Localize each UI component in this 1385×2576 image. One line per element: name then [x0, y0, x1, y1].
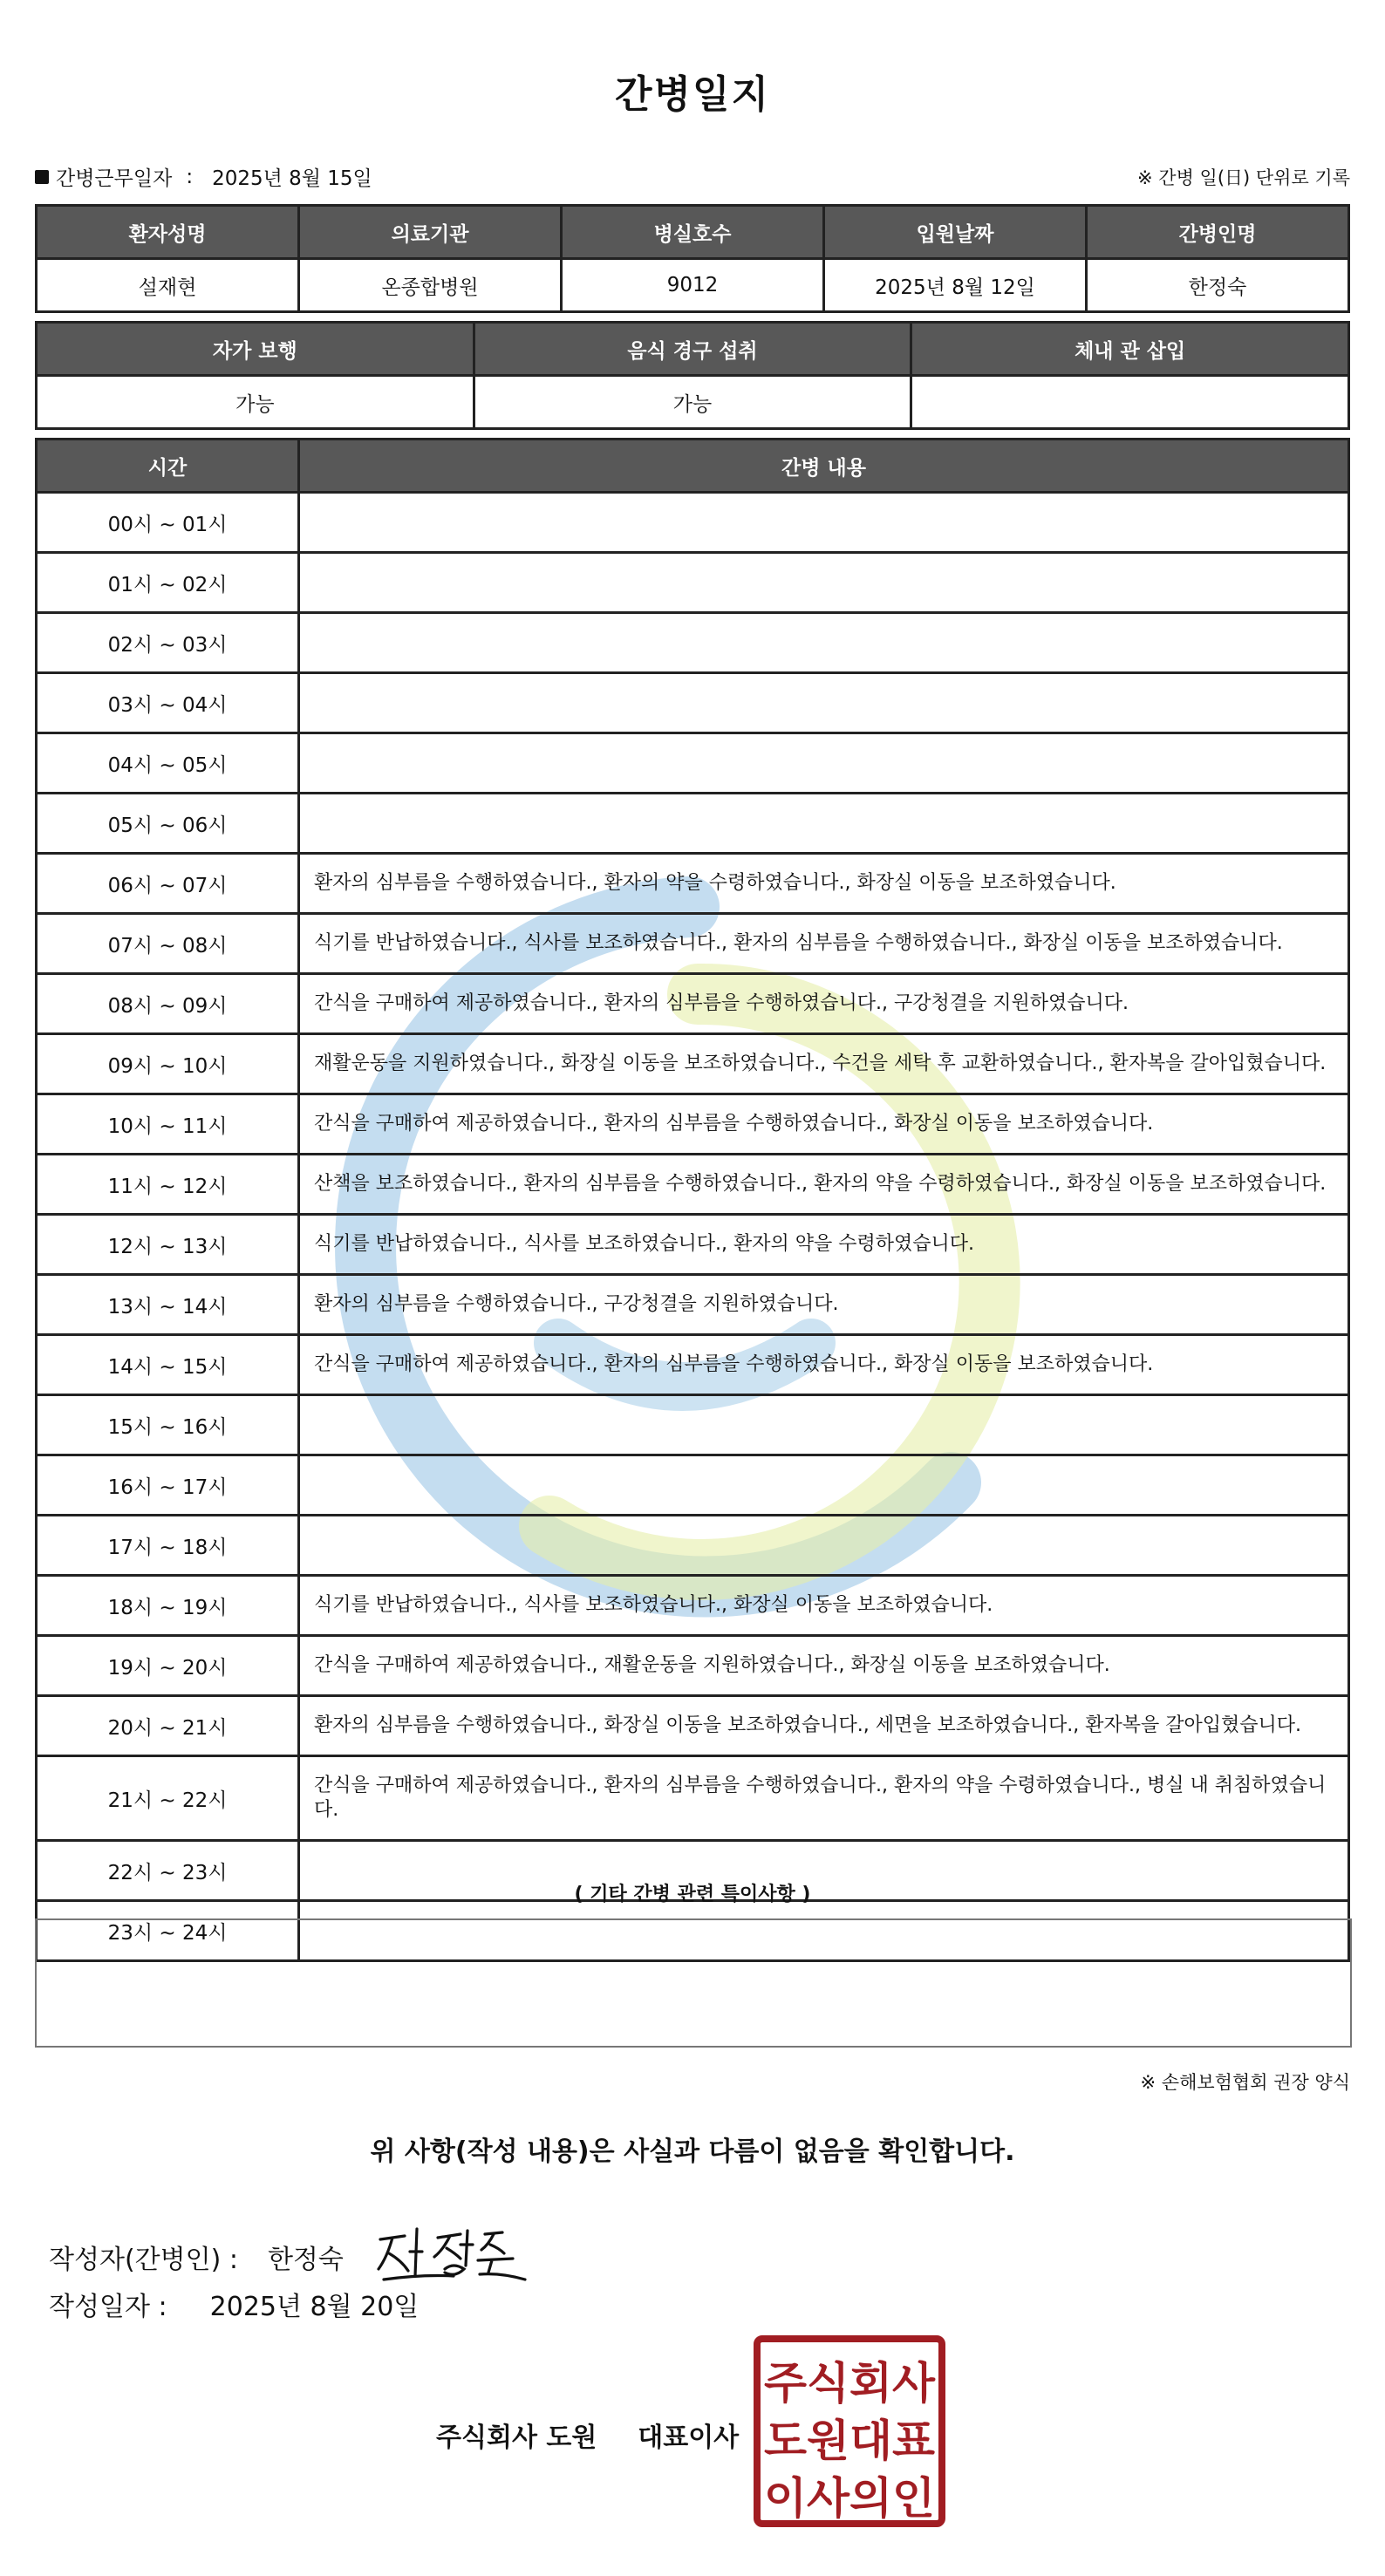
care-log-content — [299, 733, 1349, 794]
room-number: 9012 — [562, 259, 824, 312]
care-log-content: 환자의 심부름을 수행하였습니다., 구강청결을 지원하였습니다. — [299, 1275, 1349, 1335]
care-log-row — [37, 613, 1349, 673]
care-log-row — [37, 1155, 1349, 1215]
author-name: 한정숙 — [267, 2245, 344, 2275]
written-date-value: 2025년 8월 20일 — [209, 2292, 420, 2322]
company-seal-stamp — [752, 2334, 947, 2529]
header-oral-intake: 음식 경구 섭취 — [474, 323, 911, 376]
header-time: 시간 — [37, 440, 299, 493]
work-date-label: 간병근무일자 — [56, 167, 173, 190]
care-log-time: 00시 ~ 01시 — [37, 493, 299, 553]
caregiver-name: 한정숙 — [1087, 259, 1349, 312]
care-log-content: 환자의 심부름을 수행하였습니다., 환자의 약을 수령하였습니다., 화장실 이동을 보조하였습니다. — [299, 854, 1349, 914]
care-log-row — [37, 1696, 1349, 1756]
header-hospital: 의료기관 — [299, 206, 562, 259]
care-log-time: 08시 ~ 09시 — [37, 974, 299, 1034]
form-source-note: ※ 손해보험협회 권장 양식 — [1140, 2072, 1350, 2093]
self-walking-value: 가능 — [37, 376, 474, 429]
admission-date: 2025년 8월 12일 — [824, 259, 1087, 312]
seal-text-line: 도원대표 — [764, 2416, 936, 2466]
care-log-content — [299, 1455, 1349, 1516]
patient-name: 설재현 — [37, 259, 299, 312]
seal-text-line: 주식회사 — [764, 2358, 936, 2409]
care-log-row — [37, 1576, 1349, 1636]
care-log-row — [37, 1215, 1349, 1275]
care-log-content — [299, 794, 1349, 854]
header-tube-insertion: 체내 관 삽입 — [911, 323, 1349, 376]
care-log-row — [37, 1516, 1349, 1576]
hospital-name: 온종합병원 — [299, 259, 562, 312]
author-label: 작성자(간병인) : — [49, 2245, 238, 2275]
handwritten-signature — [370, 2222, 536, 2292]
care-log-row — [37, 974, 1349, 1034]
care-log-content — [299, 553, 1349, 613]
header-self-walking: 자가 보행 — [37, 323, 474, 376]
care-log-content: 산책을 보조하였습니다., 환자의 심부름을 수행하였습니다., 환자의 약을 수령하였습니다., 화장실 이동을 보조하였습니다. — [299, 1155, 1349, 1215]
company-name: 주식회사 도원 — [436, 2423, 597, 2453]
care-log-row — [37, 794, 1349, 854]
care-log-time: 05시 ~ 06시 — [37, 794, 299, 854]
tube-insertion-value — [911, 376, 1349, 429]
care-log-time: 03시 ~ 04시 — [37, 673, 299, 733]
record-unit-note: ※ 간병 일(日) 단위로 기록 — [1137, 167, 1350, 188]
care-log-content — [299, 493, 1349, 553]
seal-text-line: 이사의인 — [764, 2473, 935, 2524]
header-caregiver-name: 간병인명 — [1087, 206, 1349, 259]
patient-status-table — [35, 321, 1350, 430]
care-log-content: 식기를 반납하였습니다., 식사를 보조하였습니다., 환자의 약을 수령하였습니다. — [299, 1215, 1349, 1275]
patient-status-header-row — [37, 323, 1349, 376]
care-log-row — [37, 1094, 1349, 1155]
care-log-time: 01시 ~ 02시 — [37, 553, 299, 613]
header-admission-date: 입원날짜 — [824, 206, 1087, 259]
care-log-time: 21시 ~ 22시 — [37, 1756, 299, 1841]
care-log-time: 19시 ~ 20시 — [37, 1636, 299, 1696]
written-date-row — [49, 2285, 419, 2323]
care-log-time: 12시 ~ 13시 — [37, 1215, 299, 1275]
care-log-table — [35, 438, 1350, 1962]
special-notes-box — [35, 1918, 1352, 2048]
care-log-time: 15시 ~ 16시 — [37, 1395, 299, 1455]
special-notes-title: ( 기타 간병 관련 특이사항 ) — [574, 1884, 811, 1905]
patient-status-value-row — [37, 376, 1349, 429]
care-log-time: 14시 ~ 15시 — [37, 1335, 299, 1395]
care-log-content: 환자의 심부름을 수행하였습니다., 화장실 이동을 보조하였습니다., 세면을 보조하였습니다., 환자복을 갈아입혔습니다. — [299, 1696, 1349, 1756]
care-log-row — [37, 673, 1349, 733]
care-log-row — [37, 1636, 1349, 1696]
patient-info-value-row — [37, 259, 1349, 312]
written-date-label: 작성일자 : — [49, 2292, 167, 2322]
care-log-content — [299, 1516, 1349, 1576]
care-log-time: 13시 ~ 14시 — [37, 1275, 299, 1335]
care-log-time: 10시 ~ 11시 — [37, 1094, 299, 1155]
care-log-body — [37, 493, 1349, 1961]
patient-info-header-row — [37, 206, 1349, 259]
care-log-time: 07시 ~ 08시 — [37, 914, 299, 974]
confirmation-statement: 위 사항(작성 내용)은 사실과 다름이 없음을 확인합니다. — [370, 2136, 1015, 2167]
care-log-time: 04시 ~ 05시 — [37, 733, 299, 794]
care-log-content: 간식을 구매하여 제공하였습니다., 환자의 심부름을 수행하였습니다., 화장실 이동을 보조하였습니다. — [299, 1094, 1349, 1155]
care-log-row — [37, 1034, 1349, 1094]
header-patient-name: 환자성명 — [37, 206, 299, 259]
care-log-row — [37, 553, 1349, 613]
care-log-content: 간식을 구매하여 제공하였습니다., 환자의 심부름을 수행하였습니다., 화장실 이동을 보조하였습니다. — [299, 1335, 1349, 1395]
care-log-row — [37, 733, 1349, 794]
care-log-time: 18시 ~ 19시 — [37, 1576, 299, 1636]
care-log-time: 16시 ~ 17시 — [37, 1455, 299, 1516]
care-log-time: 02시 ~ 03시 — [37, 613, 299, 673]
header-room-number: 병실호수 — [562, 206, 824, 259]
header-care-content: 간병 내용 — [299, 440, 1349, 493]
patient-info-table — [35, 204, 1350, 313]
care-log-content — [299, 613, 1349, 673]
bullet-square-icon — [35, 170, 49, 184]
care-log-content: 간식을 구매하여 제공하였습니다., 환자의 심부름을 수행하였습니다., 구강청결을 지원하였습니다. — [299, 974, 1349, 1034]
care-log-row — [37, 1395, 1349, 1455]
work-date-separator: : — [186, 165, 194, 188]
work-date-value: 2025년 8월 15일 — [212, 167, 372, 190]
oral-intake-value: 가능 — [474, 376, 911, 429]
care-log-content: 식기를 반납하였습니다., 식사를 보조하였습니다., 환자의 심부름을 수행하였습니다., 화장실 이동을 보조하였습니다. — [299, 914, 1349, 974]
care-log-row — [37, 854, 1349, 914]
care-log-time: 11시 ~ 12시 — [37, 1155, 299, 1215]
company-title: 대표이사 — [638, 2423, 740, 2453]
care-log-content: 식기를 반납하였습니다., 식사를 보조하였습니다., 화장실 이동을 보조하였습니다. — [299, 1576, 1349, 1636]
company-row — [436, 2416, 739, 2454]
care-log-content: 재활운동을 지원하였습니다., 화장실 이동을 보조하였습니다., 수건을 세탁 후 교환하였습니다., 환자복을 갈아입혔습니다. — [299, 1034, 1349, 1094]
author-row — [49, 2222, 536, 2292]
care-log-header-row — [37, 440, 1349, 493]
care-log-time: 20시 ~ 21시 — [37, 1696, 299, 1756]
care-log-time: 09시 ~ 10시 — [37, 1034, 299, 1094]
care-log-time: 23시 ~ 24시 — [37, 1901, 299, 1961]
work-date-row — [35, 162, 372, 191]
care-log-time: 17시 ~ 18시 — [37, 1516, 299, 1576]
care-log-row — [37, 914, 1349, 974]
care-log-time: 22시 ~ 23시 — [37, 1841, 299, 1901]
care-log-row — [37, 1455, 1349, 1516]
page-title: 간병일지 — [614, 72, 770, 117]
care-log-row — [37, 1335, 1349, 1395]
care-log-row — [37, 1275, 1349, 1335]
care-log-time: 06시 ~ 07시 — [37, 854, 299, 914]
care-log-row — [37, 1756, 1349, 1841]
care-log-row — [37, 493, 1349, 553]
care-log-content — [299, 1395, 1349, 1455]
care-log-content — [299, 673, 1349, 733]
care-log-content: 간식을 구매하여 제공하였습니다., 재활운동을 지원하였습니다., 화장실 이동을 보조하였습니다. — [299, 1636, 1349, 1696]
care-log-content: 간식을 구매하여 제공하였습니다., 환자의 심부름을 수행하였습니다., 환자의 약을 수령하였습니다., 병실 내 취침하였습니다. — [299, 1756, 1349, 1841]
